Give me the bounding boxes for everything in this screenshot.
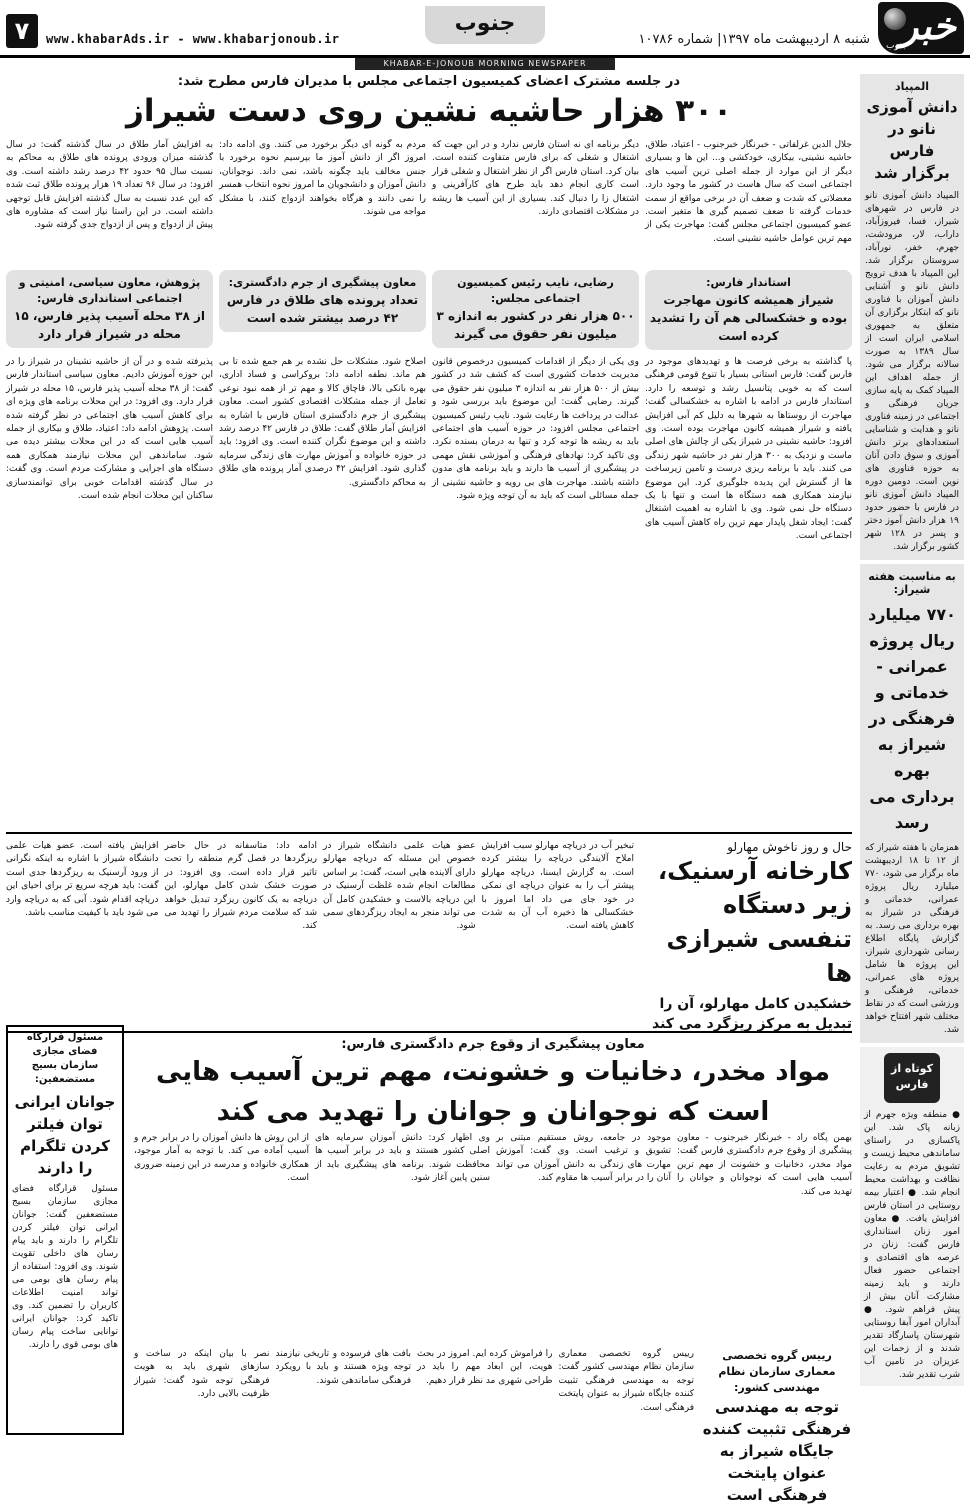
sidebar-short-news bbox=[860, 1047, 964, 1386]
sidebar-item-shiraz-week bbox=[860, 564, 964, 1043]
subhead-speaker: معاون پیشگیری از جرم دادگستری: bbox=[228, 276, 417, 289]
subhead-quote: شیراز همیشه کانون مهاجرت بوده و خشکسالی هم آن را تشدید کرده است bbox=[649, 293, 848, 343]
engineering-kicker: رییس گروه تخصصی معماری سازمان نظام مهندسی کشور: bbox=[718, 1349, 836, 1394]
article-column: وی یکی از دیگر از اقدامات کمیسیون درخصوص قانون مدیریت خدمات کشوری است که کشف شد در کشور بیش از ۵۰۰ هزار نفر به اندازه ۳ میلیون نفر حقوق می گیرند. رضایی گفت: این موضوع باید بررسی شود و عدالت در پرداخت ها رعایت شود. نایب رئیس کمیسیون اجتماعی مجلس افزود: در حوزه آسیب های اجتماعی باید به ریشه ها توجه کرد و تنها به درمان بسنده نکرد. وی تاکید کرد: نهادهای فرهنگی و آموزشی نقش مهمی در پیشگیری از آسیب ها دارند و باید برنامه های مدون داشته باشند. مهاجرت های بی رویه و حاشیه نشینی از جمله مسائلی است که باید به آن توجه ویژه شود. bbox=[432, 357, 640, 502]
drugs-story bbox=[134, 1037, 852, 1342]
newspaper-strap: KHABAR-E-JONOUB MORNING NEWSPAPER bbox=[355, 58, 615, 70]
section-badge: جنوب bbox=[425, 6, 545, 44]
drugs-headline: مواد مخدر، دخانیات و خشونت، مهم ترین آسیب هایی است که نوجوانان و جوانان را تهدید می کند bbox=[156, 1057, 830, 1127]
sidebar-kicker: المپیاد bbox=[894, 80, 930, 93]
site-links[interactable]: www.khabarAds.ir - www.khabarjonoub.ir bbox=[46, 32, 340, 46]
sidebar-item-nano-olympiad bbox=[860, 74, 964, 560]
engineering-headline-block bbox=[702, 1348, 852, 1504]
lead-story bbox=[6, 74, 852, 826]
article-column: پذیرفته شده و در آن از حاشیه نشینان در شیراز را در این حوزه آموزش دادیم. معاون سیاسی استاندار فارس گفت: از ۳۸ محله آسیب پذیر فارس، ۱۵ محله در شیراز قرار دارد. وی افزود: در این محلات برنامه های ویژه ای برای کاهش آسیب های اجتماعی در نظر گرفته شده است. پژوهش ادامه داد: اعتیاد، طلاق و بیکاری از جمله آسیب هایی است که در این محلات بیشتر دیده می شود. ساماندهی این محلات نیازمند همکاری همه دستگاه های اجرایی و مشارکت مردم است. وی گفت: در سال گذشته اقدامات خوبی برای توانمندسازی ساکنان این محلات انجام شده است. bbox=[6, 357, 213, 502]
mahar-headline: کارخانه آرسنیک، زیر دستگاه تنفسی شیرازی ها bbox=[658, 857, 852, 987]
newspaper-logo bbox=[878, 2, 964, 54]
engineering-columns bbox=[134, 1348, 694, 1448]
logo-sub: جنوب bbox=[886, 41, 908, 51]
article-column: ادامه داد: متاسفانه در حال حاضر ریزگردها در فصل گرم منطقه را تحت تاثیر قرار داده است. وی افزود: در صورت خشک شدن کامل مهارلو، این دریاچه به یک کانون ریزگرد تبدیل خواهد شد که سلامت مردم شیراز را تهدید می کند. bbox=[164, 841, 317, 932]
engineering-story bbox=[134, 1348, 852, 1504]
page-number: ۷ bbox=[6, 14, 38, 48]
subhead-speaker: استاندار فارس: bbox=[706, 276, 791, 289]
article-column: جلال الدین غرلفاتی - خبرنگار خبرجنوب - اعتیاد، طلاق، حاشیه نشینی، بیکاری، خودکشی و... این ها و بسیاری دیگر از این موارد از جمله اصلی ترین آسیب های اجتماعی است که سال هاست در کشور ما وجود دارد. معضلاتی که شدت و ضعف آن در برخی مواقع از سمت خدمات گرفته تا ضعف تصمیم گیری ها متغیر است. عضو کمیسیون اجتماعی مجلس گفت: مهاجرت یکی از مهم ترین عوامل حاشیه نشینی است. bbox=[645, 140, 852, 244]
telegram-box bbox=[6, 1025, 124, 1435]
subhead-speaker: رضایی، نایب رئیس کمیسیون اجتماعی مجلس: bbox=[457, 276, 614, 305]
sidebar-kicker: به مناسبت هفته شیراز: bbox=[868, 570, 956, 596]
mahar-columns bbox=[6, 840, 634, 1025]
article-column: موجود در جامعه، روش مستقیم مبتنی بر تشویق و ترغیب است. وی گفت: آموزش مهارت های زندگی به دانش آموزان می تواند آنان را در برابر آسیب ها مقاوم کند. bbox=[496, 1133, 671, 1184]
article-column: اصلاح شود. مشکلات حل نشده بر هم جمع شده تا بی هم ماند. نطفه ادامه داد: بروکراسی و فساد اداری، بهره بانکی بالا، قاچاق کالا و مهم تر از همه نبود نوعی تعامل از جمله مشکلات اقتصادی کشور است. معاون پیشگیری از جرم دادگستری استان فارس با اشاره به افزایش آمار طلاق گفت: طلاق در فارس ۴۲ درصد رشد داشته و این موضوع نگران کننده است. وی افزود: باید در حوزه خانواده و آموزش مهارت های زندگی سرمایه گذاری شود. افزایش ۴۲ درصدی آمار پرونده های طلاق به محاکم دادگستری. bbox=[219, 357, 427, 488]
subhead-box bbox=[432, 270, 639, 348]
sidebar-title: ۷۷۰ میلیارد ریال پروژه عمرانی - خدماتی و فرهنگی در شیراز به بهره برداری می رسد bbox=[868, 605, 956, 832]
mahar-story bbox=[6, 840, 852, 1032]
mahar-subhead: خشکیدن کامل مهارلو، آن را تبدیل به مرکز ریزگرد می کند bbox=[652, 996, 852, 1032]
sidebar-body: همزمان با هفته شیراز که از ۱۲ تا ۱۸ اردیبهشت ماه برگزار می شود، ۷۷۰ میلیارد ریال پروژه عمرانی، خدماتی و فرهنگی در شیراز به بهره برداری می رسد. به گزارش پایگاه اطلاع رسانی شهرداری شیراز، این پروژه ها شامل پروژه های عمرانی، خدماتی، فرهنگی و ورزشی است که در نقاط مختلف شهر افتتاح خواهد شد. bbox=[865, 843, 960, 1035]
engineering-headline: توجه به مهندسی فرهنگی تثبیت کننده جایگاه شیراز به عنوان پایتخت فرهنگی است bbox=[702, 1398, 852, 1504]
masthead bbox=[0, 0, 970, 58]
dateline: شنبه ۸ اردیبهشت ماه ۱۳۹۷| شماره ۱۰۷۸۶ bbox=[638, 32, 870, 47]
section-divider bbox=[6, 832, 852, 834]
subhead-box bbox=[6, 270, 213, 348]
mahar-kicker: حال و روز ناخوش مهارلو bbox=[727, 840, 852, 854]
article-column: نصر با بیان اینکه در ساخت و سازهای شهری باید به هویت فرهنگی توجه شود گفت: شیراز ظرفیت بالایی دارد. bbox=[134, 1349, 270, 1400]
article-column: از این روش ها دانش آموزان را در برابر جرم و آسیب آماده می کند. با توجه به آمار موجود، همکاری خانواده و مدرسه در این زمینه ضروری است. bbox=[134, 1133, 309, 1184]
lead-columns-top bbox=[6, 139, 852, 264]
subhead-quote: تعداد پرونده های طلاق در فارس ۴۲ درصد بیشتر شده است bbox=[226, 293, 419, 325]
mahar-headline-block bbox=[642, 840, 852, 1032]
article-column: بافت های فرسوده و تاریخی نیازمند توجه ویژه هستند و باید با رویکرد فرهنگی ساماندهی شوند. bbox=[275, 1349, 411, 1386]
right-sidebar bbox=[860, 74, 964, 1444]
lead-subhead-row bbox=[6, 264, 852, 356]
article-column: به افزایش آمار طلاق در سال گذشته گفت: در سال گذشته میزان ورودی پرونده های طلاق به محاکم به نسبت سال ۹۵ حدود ۴۲ درصد رشد داشته است. وی افزود: در سال ۹۶ تعداد ۱۹ هزار پرونده طلاق ثبت شده که این عدد نسبت به سال گذشته افزایش قابل توجهی داشته است. در این راستا نیاز است که مشاوره های پیش از ازدواج و پس از ازدواج جدی گرفته شود. bbox=[6, 140, 213, 231]
drugs-columns bbox=[134, 1132, 852, 1342]
article-column: دیگر برنامه ای نه استان فارس ندارد و در این جهت که اشتغال و شغلی که برای فارس متفاوت کننده است. بیان کرد. استان فارس اگر از نظر اشتغال و شغلی قرار است کاری انجام دهد باید طرح های کارآفرینی و اشتغال زا را دنبال کند. بسیاری از این آسیب ها ریشه در مشکلات اقتصادی دارند. bbox=[432, 140, 639, 218]
subhead-speaker: پژوهش، معاون سیاسی، امنیتی و اجتماعی استانداری فارس: bbox=[18, 276, 201, 305]
lead-headline: ۳۰۰ هزار حاشیه نشین روی دست شیراز bbox=[125, 93, 733, 129]
sidebar-body: المپیاد دانش آموزی نانو در فارس در شهرهای شیراز، فسا، فیروزآباد، داراب، لار، مرودشت، جهرم، خفر، نورآباد، سروستان برگزار شد. این المپیاد با هدف ترویج دانش نانو و آشنایی دانش آموزان با فناوری نانو که ابتکار برگزاری آن متعلق به جمهوری اسلامی ایران است از سال ۱۳۸۹ به صورت سالانه برگزار می شود. از جمله اهداف این المپیاد کمک به پایه سازی جریان فرهنگی و اجتماعی در زمینه فناوری نانو و هدایت و شناسایی استعدادهای برتر دانش آموزی و سوق دادن آنان به حوزه فناوری های نوین است. دومین دوره المپیاد دانش آموزی نانو در فارس با حضور حدود ۱۹ هزار دانش آموز دختر و پسر در ۱۲۸ شهر کشور برگزار شد. bbox=[865, 191, 960, 552]
short-news-badge: کوتاه از فارس bbox=[884, 1053, 940, 1103]
article-column: مردم به گونه ای دیگر برخورد می کنند. وی ادامه داد: امروز اگر از دانش آموز ما بپرسیم نحوه برخورد با جنس مخالف باید چگونه باشد، نمی داند. نوجوانان، دانش آموزان و دانشجویان ما امروز نحوه انتخاب همسر را نمی دانند و هرگاه بخواهند ازدواج کنند، با مشکل مواجه می شوند. bbox=[219, 140, 426, 218]
article-column: عضو هیات علمی دانشگاه شیراز در خصوص این مسئله که دریاچه مهارلو دارای آلاینده هایی است، گفت: بر اساس مطالعات انجام شده غلظت آرسنیک در این دریاچه بالاست و خشکیدن کامل آن می تواند منجر به ایجاد ریزگردهای سمی شود. bbox=[323, 841, 476, 932]
short-news-body: ● منطقه ویژه جهرم از زبانه پاک شد. این پاکسازی در راستای ساماندهی محیط زیست و تشویق مردم به رعایت نظافت و بهداشت محیط انجام شد. ● اعتبار بیمه روستایی در استان فارس افزایش یافت. ● معاون امور زنان استانداری فارس گفت: زنان در عرصه های اقتصادی و اجتماعی حضور فعال دارند و باید زمینه مشارکت آنان بیش از پیش فراهم شود. ● آبداران امور آبفا روستایی شهرستان پاسارگاد تقدیر شدند و از زحمات این عزیزان در تامین آب شرب تقدیر شد. bbox=[864, 1110, 960, 1380]
sidebar-title: دانش آموزی نانو در فارس برگزار شد bbox=[866, 98, 958, 182]
telegram-body: مسئول قرارگاه فضای مجازی سازمان بسیج مستضعفین گفت: جوانان ایرانی توان فیلتر کردن تلگرام را دارند و باید پیام رسان های داخلی تقویت شوند. وی افزود: استفاده از پیام رسان های بومی می تواند امنیت اطلاعات کاربران را تضمین کند. وی تاکید کرد: جوانان ایرانی توانایی ساخت پیام رسان های بومی قوی را دارند. bbox=[12, 1184, 118, 1350]
drugs-kicker: معاون پیشگیری از وقوع جرم دادگستری فارس: bbox=[341, 1037, 645, 1052]
lead-columns-bottom bbox=[6, 356, 852, 826]
subhead-quote: ۵۰۰ هزار نفر در کشور به اندازه ۳ میلیون نفر حقوق می گیرند bbox=[436, 309, 635, 341]
main-content bbox=[6, 74, 852, 1504]
article-column: وی اظهار کرد: دانش آموزان سرمایه های اصلی کشور هستند و باید در برابر آسیب ها محافظت شوند. برنامه های پیشگیری باید از سنین پایین آغاز شود. bbox=[315, 1133, 490, 1184]
telegram-kicker: مسئول قرارگاه فضای مجازی سازمان بسیج مستضعفین: bbox=[26, 1032, 104, 1085]
subhead-box bbox=[645, 270, 852, 350]
article-column: افزایش یافته است. عضو هیات علمی دانشگاه شیراز با اشاره به اینکه نگرانی از ورود آرسنیک به ریزگردها جدی است گفت: باید هرچه سریع تر برای احیای این دریاچه اقدام شود. آبی که به دریاچه وارد می شود باید با کیفیت مناسب باشد. bbox=[6, 841, 159, 919]
telegram-headline: جوانان ایرانی توان فیلتر کردن تلگرام را دارند bbox=[14, 1093, 116, 1177]
subhead-box bbox=[219, 270, 426, 332]
article-column: رییس گروه تخصصی معماری سازمان نظام مهندسی کشور گفت: توجه به مهندسی فرهنگی تثبیت کننده جایگاه شیراز به عنوان پایتخت فرهنگی است. bbox=[558, 1349, 694, 1413]
logo-word: خبر bbox=[900, 3, 956, 48]
article-column: را فراموش کرده ایم. امروز در بحث هویت، این ابعاد مهم را باید در طراحی شهری مد نظر قرار دهیم. bbox=[417, 1349, 553, 1386]
article-column: پا گذاشته به برخی فرصت ها و تهدیدهای موجود در فارس گفت: فارس استانی بسیار با تنوع قومی فرهنگی است که به خوبی پتانسیل رشد و توسعه را دارد. استاندار فارس در ادامه با اشاره به خشکسالی گفت: مهاجرت از روستاها به شهرها به دلیل کم آبی افزایش یافته و شیراز همیشه کانون مهاجرت بوده است. وی افزود: حاشیه نشینی در شیراز یکی از چالش های اصلی ماست و نزدیک به ۳۰۰ هزار نفر در حاشیه شهر زندگی می کنند. باید با برنامه ریزی درست و تامین زیرساخت ها از گسترش این پدیده جلوگیری کرد. این موضوع نیازمند همکاری همه دستگاه ها است و تنها با یک دستگاه حل نمی شود. وی با اشاره به اهمیت اشتغال گفت: ایجاد شغل پایدار مهم ترین راه کاهش آسیب های اجتماعی است. bbox=[645, 357, 852, 542]
lead-kicker: در جلسه مشترک اعضای کمیسیون اجتماعی مجلس با مدیران فارس مطرح شد: bbox=[177, 74, 681, 89]
subhead-quote: از ۳۸ محله آسیب پذیر فارس، ۱۵ محله در شیراز قرار دارد bbox=[14, 309, 205, 341]
article-column: تبخیر آب در دریاچه مهارلو سبب افزایش املاح آلایندگی دریاچه را بیشتر کرده است. به گزارش ایسنا، دریاچه مهارلو پیشتر آب را به عنوان دریاچه ای نمکی در خود جای می داد اما امروز با خشکسالی ها ذخیره آب آن به شدت کاهش یافته است. bbox=[481, 841, 634, 932]
article-column: بهمن پگاه راد - خبرنگار خبرجنوب - معاون پیشگیری از وقوع جرم دادگستری فارس گفت: مواد مخدر، دخانیات و خشونت از مهم ترین آسیب هایی است که نوجوانان و جوانان را تهدید می کند. bbox=[677, 1133, 852, 1197]
